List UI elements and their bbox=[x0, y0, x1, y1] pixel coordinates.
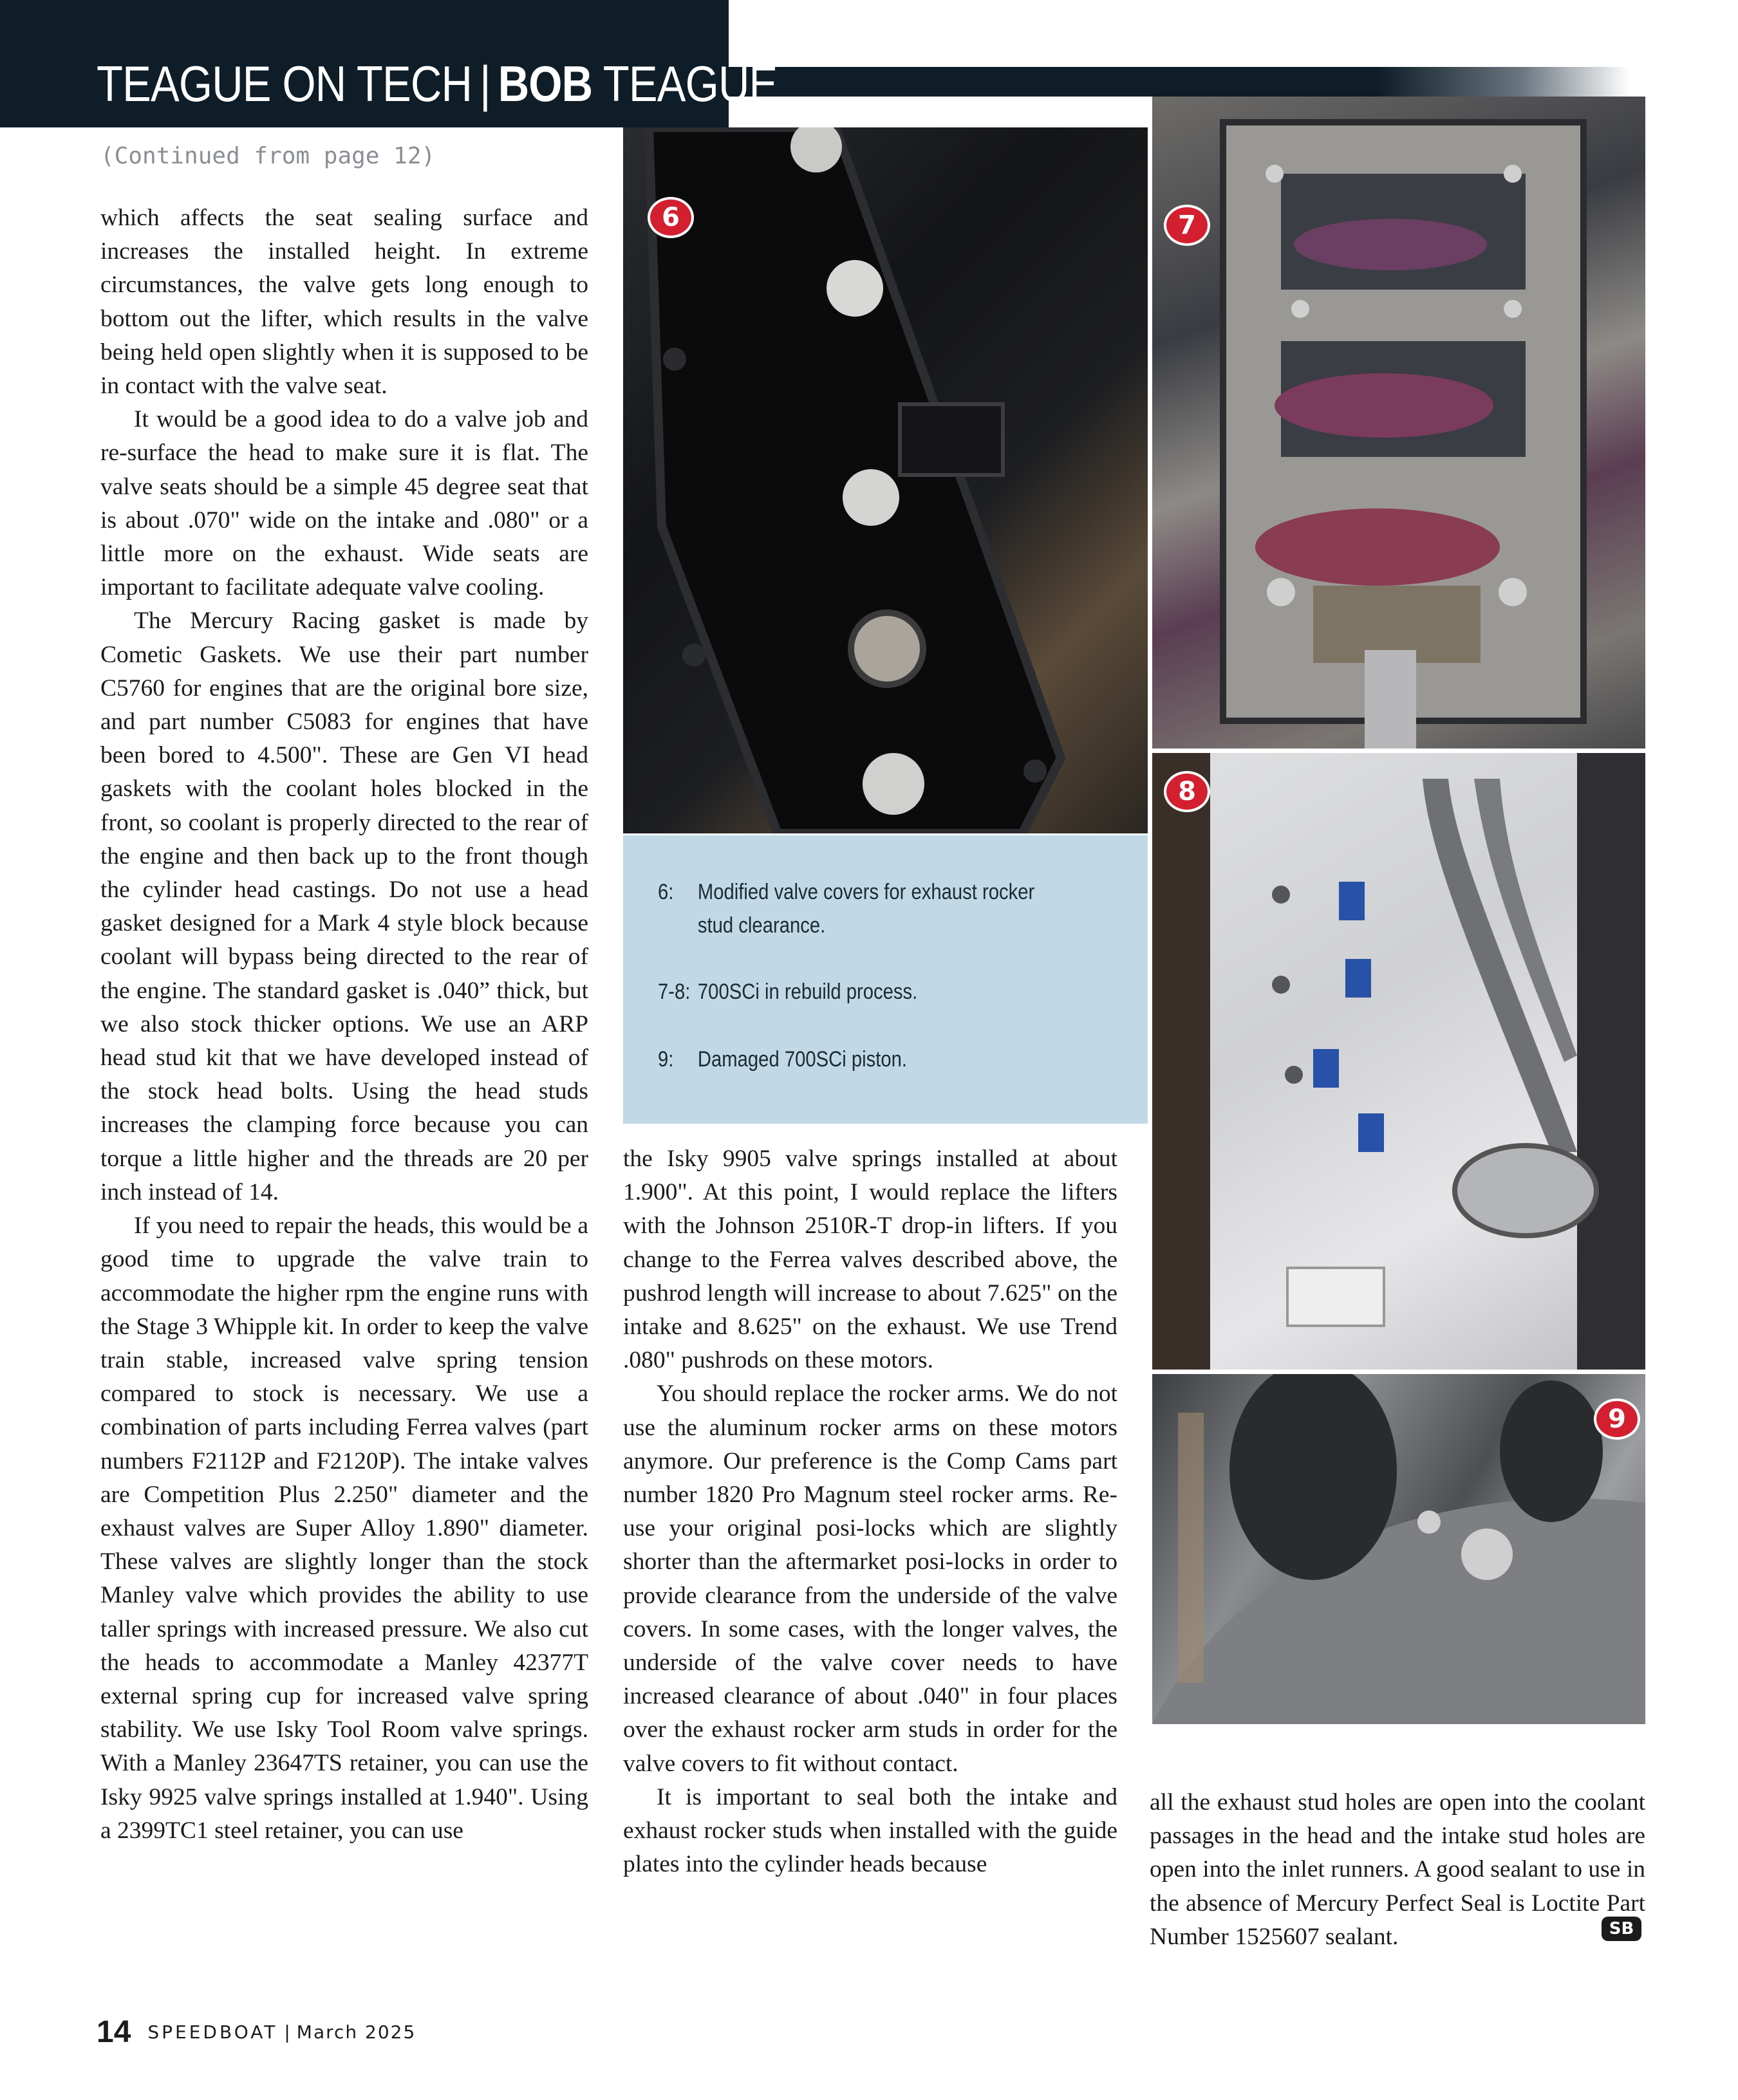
caption-number: 7-8: bbox=[658, 980, 691, 1004]
photo-number-badge: 8 bbox=[1164, 771, 1210, 812]
page-footer bbox=[97, 2014, 416, 2050]
caption-6 bbox=[658, 875, 1034, 909]
article-column-1 bbox=[100, 201, 588, 1848]
caption-text: Modified valve covers for exhaust rocker bbox=[697, 880, 1035, 904]
paragraph: which affects the seat sealing surface and increases the installed height. In extreme circumstances, the valve gets long enough to bottom out the lifter, which results in the valve being held open slightly when it is supposed to be in contact with the valve seat. bbox=[100, 205, 588, 400]
header-separator: | bbox=[480, 55, 491, 112]
paragraph: It is important to seal both the intake and exhaust rocker studs when installed with the guide plates into the cylinder heads because bbox=[623, 1783, 1117, 1878]
photo-valve-cover bbox=[623, 127, 1148, 833]
caption-7-8 bbox=[658, 975, 917, 1008]
issue-date: March 2025 bbox=[296, 2021, 416, 2043]
paragraph: the Isky 9905 valve springs installed at about 1.900". At this point, I would replace the lifters with the Johnson 2510R-T drop-in lifters. If you change to the Ferrea valves described above, the pushrod length will increase to about 7.625" on the intake and 8.625" on the exhaust. We use Trend .080" pushrods on these motors. bbox=[623, 1146, 1117, 1374]
photo-number-badge: 6 bbox=[648, 197, 694, 238]
continued-note: (Continued from page 12) bbox=[100, 143, 436, 169]
magazine-name: SPEEDBOAT bbox=[147, 2021, 278, 2043]
article-column-3 bbox=[1150, 1786, 1645, 1954]
header-rule bbox=[729, 67, 1630, 97]
paragraph: You should replace the rocker arms. We do not use the aluminum rocker arms on these motors anymore. Our preference is the Comp Cams part number 1820 Pro Magnum steel rocker arms. Re-use your original posi-locks which are slightly shorter than the aftermarket posi-locks in order to provide clearance from the underside of the valve covers. In some cases, with the longer valves, the underside of the valve cover needs to have increased clearance of about .040" in four places over the exhaust rocker arm studs in order for the valve covers to fit without contact. bbox=[623, 1380, 1117, 1777]
caption-text: 700SCi in rebuild process. bbox=[697, 980, 918, 1004]
caption-6-continued bbox=[658, 909, 825, 942]
parts-bench-illustration bbox=[1152, 753, 1645, 1370]
piston-illustration bbox=[1152, 1374, 1645, 1724]
paragraph: It would be a good idea to do a valve job and re-surface the head to make sure it is flat. The valve seats should be a simple 45 degree seat that is about .070" wide on the intake and .080" or a little more on the exhaust. Wide seats are important to facilitate adequate valve cooling. bbox=[100, 406, 588, 601]
end-mark: SB bbox=[1602, 1917, 1641, 1941]
caption-9 bbox=[658, 1043, 907, 1076]
author-last-name: TEAGUE bbox=[603, 55, 778, 112]
section-name: TEAGUE ON TECH bbox=[97, 55, 472, 112]
caption-number: 9: bbox=[658, 1047, 674, 1072]
footer-separator: | bbox=[284, 2021, 290, 2043]
photo-number-badge: 9 bbox=[1594, 1398, 1640, 1440]
paragraph: all the exhaust stud holes are open into the coolant passages in the head and the intake stud holes are open into the inlet runners. A good sealant to use in the absence of Mercury Perfect Seal is Loctite Part Number 1525607 sealant. bbox=[1150, 1789, 1645, 1950]
author-first-name: BOB bbox=[498, 55, 593, 112]
article-column-2 bbox=[623, 1142, 1117, 1881]
photo-damaged-piston bbox=[1152, 1374, 1645, 1724]
caption-text: stud clearance. bbox=[697, 913, 826, 938]
page-number: 14 bbox=[97, 2015, 131, 2049]
valve-cover-illustration bbox=[623, 127, 1148, 833]
header-title bbox=[97, 51, 777, 116]
engine-block-illustration bbox=[1152, 97, 1645, 748]
photo-engine-block bbox=[1152, 97, 1645, 748]
photo-number-badge: 7 bbox=[1164, 205, 1210, 246]
photo-parts-bench bbox=[1152, 753, 1645, 1370]
paragraph: If you need to repair the heads, this would be a good time to upgrade the valve train to accommodate the higher rpm the engine runs with the Stage 3 Whipple kit. In order to keep the valve train stable, increased valve spring tension compared to stock is necessary. We use a combination of parts including Ferrea valves (part numbers F2112P and F2120P). The intake valves are Competition Plus 2.250" diameter and the exhaust valves are Super Alloy 1.890" diameter. These valves are slightly longer than the stock Manley valve which provides the ability to use taller springs with increased pressure. We also cut the heads to accommodate a Manley 42377T external spring cup for increased valve spring stability. We use Isky Tool Room valve springs. With a Manley 23647TS retainer, you can use the Isky 9925 valve springs installed at 1.940". Using a 2399TC1 steel retainer, you can use bbox=[100, 1213, 588, 1844]
paragraph: The Mercury Racing gasket is made by Cometic Gaskets. We use their part number C5760 for engines that are the original bore size, and part number C5083 for engines that have been bored to 4.500". These are Gen VI head gaskets with the coolant holes blocked in the front, so coolant is properly directed to the rear of the engine and then back up to the front though the cylinder head castings. Do not use a head gasket designed for a Mark 4 style block because coolant will bypass being directed to the rear of the engine. The standard gasket is .040” thick, but we also stock thicker options. We use an ARP head stud kit that we have developed instead of the stock head bolts. Using the head studs increases the clamping force because you can torque a little higher and the threads are 20 per inch instead of 14. bbox=[100, 608, 588, 1205]
caption-number: 6: bbox=[658, 880, 674, 904]
caption-text: Damaged 700SCi piston. bbox=[697, 1047, 908, 1072]
